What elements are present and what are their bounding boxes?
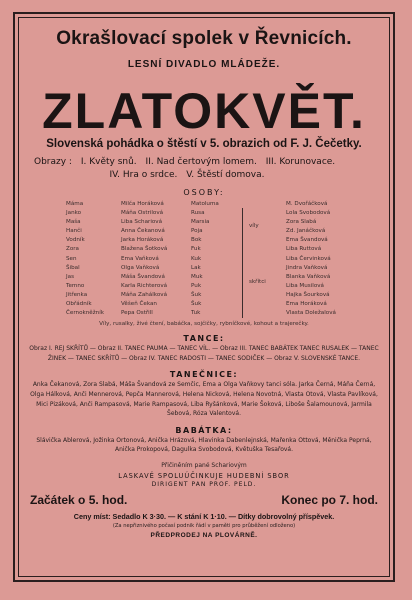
scene-item: III. Korunovace. — [265, 157, 336, 167]
cast-actor: Ema Horáková — [286, 301, 327, 308]
cast-row — [66, 245, 386, 254]
cast-row — [66, 282, 386, 291]
cast-actor: Zd. Janáčková — [286, 228, 326, 235]
scenes-label: Obrazy : — [34, 157, 72, 167]
cast-actor: Olga Vaňková — [121, 264, 160, 271]
cast-role: Vodník — [66, 237, 85, 244]
cast-actor: Milča Horáková — [121, 201, 164, 207]
cast-role: Obřádník — [66, 301, 92, 308]
cast-actor: Liba Schariová — [121, 219, 163, 226]
cast-actor: Vlasta Doležalová — [286, 310, 336, 317]
scene-item: II. Nad čertovým lomem. — [145, 157, 257, 167]
cast-actor: Máša Švandová — [121, 273, 165, 280]
dances-heading: TANCE: — [183, 334, 225, 344]
cast-footer: Víly, rusalky, živé čtení, babáčka, sojčičky, rybníčkové, kohout a trajerečky. — [99, 321, 309, 328]
cast-role: Jitřenka — [66, 291, 88, 298]
group-skriti-label: skřítci — [249, 279, 266, 285]
cast-role: Rusa — [191, 210, 205, 217]
cast-actor: Anna Čekanová — [121, 228, 165, 235]
cast-actor: Věšeň Čekan — [121, 301, 157, 308]
group-vily-label: víly — [249, 223, 259, 229]
cast-row — [66, 309, 386, 318]
cast-role: Černokněžník — [66, 310, 105, 317]
scenes-list — [22, 156, 386, 182]
cast-role: Matoluma — [191, 201, 219, 207]
cast-list — [66, 200, 386, 318]
scene-item: IV. Hra o srdce. — [109, 170, 178, 180]
cast-actor: Pepa Ostřill — [121, 310, 153, 317]
cast-actor: Jarka Horáková — [121, 237, 164, 244]
cast-role: Fuk — [191, 246, 201, 253]
cast-row — [66, 273, 386, 282]
cast-row — [66, 209, 386, 218]
end-time: Konec po 7. hod. — [281, 492, 378, 507]
cast-actor: Jindra Vaňková — [286, 264, 328, 271]
cast-role: Janko — [66, 210, 82, 217]
start-time: Začátek o 5. hod. — [30, 492, 128, 507]
cast-actor: Ema Vaňková — [121, 255, 159, 262]
cast-role: Lak — [191, 264, 201, 271]
cast-actor: Lola Svobodová — [286, 210, 331, 217]
times-row — [22, 493, 386, 509]
cast-actor: Zora Slabá — [286, 219, 317, 226]
dances-text: Obraz I. REJ SKŘÍTŮ — Obraz II. TANEC PAUMA — TANEC VÍL. — Obraz III. TANEC BABÁTEK TANEC RUSALEK — TANEC ŽINEK — TANEC SKŘÍTŮ — Obraz IV. TANEC RADOSTI — TANEC SODIČEK — Obraz V. SLOVENSKÉ TANCE. — [29, 345, 379, 362]
cast-role: Muk — [191, 273, 203, 280]
cast-actor: Liba Musilová — [286, 282, 324, 289]
play-title: ZLATOKVĚT. — [42, 83, 366, 139]
babies-heading: BABÁTKA: — [175, 425, 233, 435]
cast-role: Zora — [66, 246, 79, 253]
cast-role: Tuk — [191, 310, 201, 317]
cast-row — [66, 227, 386, 236]
theater-name: LESNÍ DIVADLO MLÁDEŽE. — [127, 59, 281, 70]
cast-actor: Liba Ruttová — [286, 246, 322, 253]
music-line-3: DIRIGENT PAN PROF. PELD. — [151, 480, 257, 488]
cast-role: Hanči — [66, 228, 82, 235]
cast-actor: Blažena Šotková — [121, 246, 168, 253]
poster-content — [22, 20, 386, 539]
cast-row — [66, 264, 386, 273]
cast-actor: Máňa Ostrilová — [121, 210, 164, 217]
cast-role: Kuk — [191, 255, 202, 262]
cast-row — [66, 300, 386, 309]
babies-text: Slávička Ablerová, Jožinka Ortonová, Anička Hrázová, Hlavinka Dabenlejnská, Mařenka Ottová, Měnička Peprná, Anička Prokopová, Dagulka Svobodová, Květuška Tesařová. — [36, 436, 372, 454]
cast-actor: M. Dvořáčková — [286, 201, 328, 207]
cast-role: Sen — [66, 255, 77, 262]
cast-actor: Liba Červinková — [286, 255, 331, 262]
ticket-prices: Ceny míst: Sedadlo K 3·30. — K stání K 1·10. — Dítky dobrovolný příspěvek. — [73, 511, 335, 521]
cast-role: Poja — [191, 228, 203, 235]
dancers-text: Anka Čekanová, Zora Slabá, Máša Švandová ze Semčic, Ema a Olga Vaňkovy tanci sóla. Jarka Černá, Máňa Černá, Olga Hálková, Anči Mennerová, Pepča Mannerová, Helena Nicková, Helena Novotná, Vlasta Otová, Vlasta Pavlíková, Mici Pizáková, Anči Rampasová, Marie Rampasová, Liba Ryšánková, Marie Šoková, Liboše Šalamounová, Jarmila Šebová, Róza Valentová. — [30, 381, 378, 418]
cast-role: Jas — [66, 273, 74, 280]
cast-role: Maša — [66, 219, 81, 226]
music-line-2: LASKAVĚ SPOLUÚČINKUJE HUDEBNÍ SBOR — [118, 471, 290, 480]
cast-heading: OSOBY: — [183, 188, 225, 197]
cast-row — [66, 236, 386, 245]
organizer-heading: Okrašlovací spolek v Řevnicích. — [56, 28, 352, 49]
cast-role: Bok — [191, 237, 202, 244]
scene-item: V. Štěstí domova. — [186, 170, 265, 180]
cast-row — [66, 255, 386, 264]
cast-role: Puk — [191, 282, 202, 289]
presale-info: PŘEDPRODEJ NA PLOVÁRNĚ. — [150, 531, 258, 539]
cast-row — [66, 291, 386, 300]
cast-actor: Blanka Vaňková — [286, 273, 331, 280]
scene-item: I. Květy snů. — [80, 157, 137, 167]
cast-role: Temno — [66, 282, 85, 289]
weather-note: (Za nepřiznivého počasí podnik řádí v paměti pro průběžení odloženo) — [112, 522, 296, 529]
cast-role: Šuk — [191, 291, 202, 298]
cast-actor: Karla Richterová — [121, 282, 168, 289]
dancers-heading: TANEČNICE: — [169, 370, 239, 380]
cast-role: Šuk — [191, 301, 202, 308]
cast-role: Šibal — [66, 264, 80, 271]
cast-actor: Ema Švandová — [286, 237, 328, 244]
cast-role: Máma — [66, 201, 84, 207]
play-subtitle: Slovenská pohádka o štěstí v 5. obrazich od F. J. Čečetky. — [46, 138, 362, 150]
cast-actor: Hajka Šourková — [286, 291, 330, 298]
cast-actor: Máňa Zahálková — [121, 291, 167, 298]
cast-row — [66, 200, 386, 209]
cast-role: Marsia — [191, 219, 210, 226]
cast-row — [66, 218, 386, 227]
music-line-1: Přičiněním pané Schariovým — [161, 461, 247, 469]
